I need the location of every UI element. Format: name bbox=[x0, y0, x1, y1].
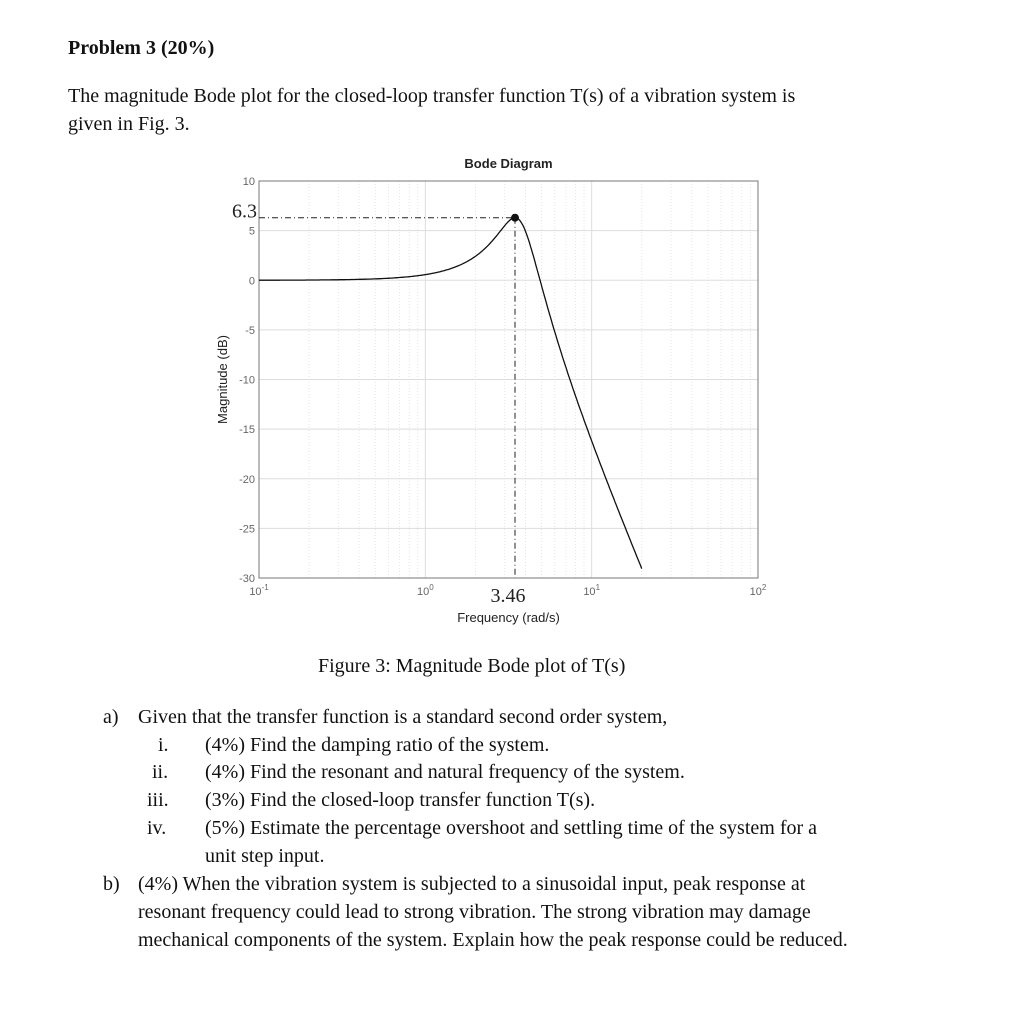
y-tick-label: -20 bbox=[239, 473, 255, 486]
y-tick-label: 5 bbox=[248, 225, 255, 238]
peak-y-label: 6.3 bbox=[232, 200, 257, 223]
q-a-label: a) bbox=[103, 706, 119, 728]
y-tick-label: -10 bbox=[239, 374, 255, 387]
q-b-line: resonant frequency could lead to strong vibration. The strong vibration may damage bbox=[138, 901, 811, 923]
x-tick-label: $10^2$ bbox=[749, 583, 767, 598]
q-b-line: (4%) When the vibration system is subjected to a sinusoidal input, peak response at bbox=[138, 873, 806, 895]
figure-caption: Figure 3: Magnitude Bode plot of T(s) bbox=[318, 655, 626, 677]
x-tick-label: $10^1$ bbox=[583, 583, 601, 598]
q-b-label: b) bbox=[103, 873, 120, 895]
bode-plot bbox=[200, 150, 780, 630]
y-tick-label: -30 bbox=[239, 573, 255, 585]
q-num: iv. bbox=[147, 817, 167, 839]
y-tick-label: 0 bbox=[248, 275, 255, 288]
x-tick-label: $10^0$ bbox=[416, 583, 434, 598]
q-num: ii. bbox=[152, 761, 169, 783]
y-tick-label: -25 bbox=[239, 523, 255, 536]
y-tick-label: -5 bbox=[245, 324, 255, 337]
intro-line-2: given in Fig. 3. bbox=[68, 113, 190, 135]
q-a-text: Given that the transfer function is a standard second order system, bbox=[138, 706, 668, 728]
problem-title: Problem 3 (20%) bbox=[68, 37, 215, 59]
q-text: (4%) Find the damping ratio of the system. bbox=[205, 734, 550, 756]
y-tick-label: -15 bbox=[239, 424, 255, 437]
intro-line-1: The magnitude Bode plot for the closed-loop transfer function T(s) of a vibration system is bbox=[68, 85, 796, 107]
peak-marker bbox=[511, 214, 519, 222]
q-num: i. bbox=[158, 734, 169, 756]
q-text: (4%) Find the resonant and natural frequency of the system. bbox=[205, 761, 685, 783]
q-num: iii. bbox=[147, 789, 169, 811]
q-text-cont: unit step input. bbox=[205, 845, 325, 867]
chart-title: Bode Diagram bbox=[464, 156, 553, 171]
y-tick-label: 10 bbox=[242, 176, 255, 188]
x-axis-label: Frequency (rad/s) bbox=[457, 610, 560, 625]
q-b-line: mechanical components of the system. Explain how the peak response could be reduced. bbox=[138, 929, 848, 951]
q-text: (5%) Estimate the percentage overshoot and settling time of the system for a bbox=[205, 817, 818, 839]
x-tick-label: $10^{-1}$ bbox=[249, 583, 269, 598]
y-axis-label: Magnitude (dB) bbox=[215, 335, 230, 424]
peak-x-label: 3.46 bbox=[490, 585, 526, 607]
q-text: (3%) Find the closed-loop transfer function T(s). bbox=[205, 789, 596, 811]
